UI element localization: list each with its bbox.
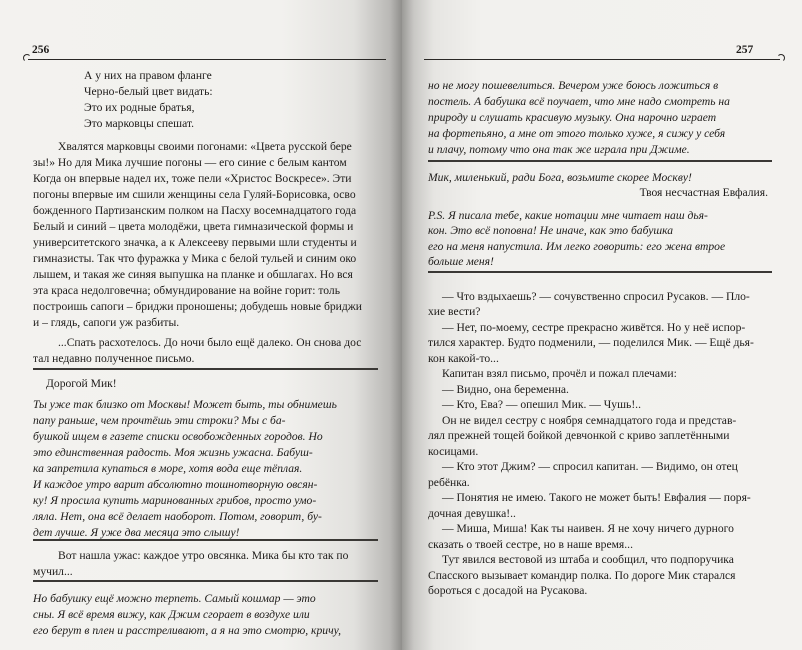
- dialogue-line: ребёнка.: [428, 476, 470, 489]
- letter-line: бушкой ищем в газете списки освобожденных городов. Но: [33, 430, 323, 443]
- right-page: [402, 0, 802, 650]
- text-line: Когда он впервые надел их, тоже пели «Христос Воскресе». Эти: [33, 172, 352, 185]
- dialogue-line: лял прежней тощей бойкой девчонкой с криво заплетёнными: [428, 429, 730, 442]
- dialogue-line: косицами.: [428, 445, 479, 458]
- text-line: Вот нашла ужас: каждое утро овсянка. Мика бы кто так по: [58, 549, 349, 562]
- dialogue-line: — Что вздыхаешь? — сочувственно спросил Русаков. — Пло-: [442, 290, 750, 303]
- letter-line: но не могу пошевелиться. Вечером уже боюсь ложиться в: [428, 79, 719, 92]
- dialogue-line: — Видно, она беременна.: [442, 383, 569, 396]
- dialogue-line: — Кто, Ева? — опешил Мик. — Чушь!..: [442, 398, 641, 411]
- dialogue-line: — Нет, по-моему, сестре прекрасно живётся. Но у неё испор-: [442, 321, 746, 334]
- letter-divider: [33, 580, 378, 582]
- letter-line: Ты уже так близко от Москвы! Может быть, ты обнимешь: [33, 398, 337, 411]
- poem-line: Это марковцы спешат.: [84, 117, 195, 130]
- dialogue-line: кон какой-то...: [428, 352, 499, 365]
- letter-line: ку! Я просила купить маринованных грибов, просто умо-: [33, 494, 317, 507]
- poem-line: А у них на правом фланге: [84, 69, 212, 82]
- ps-line: его на меня напустила. Им легко говорить: его жена втрое: [428, 240, 726, 253]
- text-line: гимназисты. Так что фуражка у Мика с белой тульей и синим око: [33, 252, 357, 265]
- letter-divider: [33, 539, 378, 541]
- text-line: построишь сапоги – бриджи проношены; добудешь новые бриджи: [33, 300, 362, 313]
- letter-plea: Мик, миленький, ради Бога, возьмите скорее Москву!: [428, 171, 692, 184]
- letter-line: дет лучше. Я уже два месяца это слышу!: [33, 526, 240, 539]
- text-line: мучил...: [33, 565, 73, 578]
- letter-line: Но бабушку ещё можно терпеть. Самый кошмар — это: [33, 592, 316, 605]
- dialogue-line: — Понятия не имею. Такого не может быть! Евфалия — поря-: [442, 491, 751, 504]
- dialogue-line: Тут явился вестовой из штаба и сообщил, что подпоручика: [442, 553, 734, 566]
- dialogue-line: — Миша, Миша! Как ты наивен. Я не хочу ничего дурного: [442, 522, 734, 535]
- dialogue-line: сказать о твоей сестре, но в наше время...: [428, 538, 633, 551]
- letter-line: ляла. Нет, она всё делает наоборот. Потом, говорит, бу-: [33, 510, 322, 523]
- letter-signature: Твоя несчастная Евфалия.: [639, 186, 768, 199]
- letter-line: И каждое утро варит абсолютно тошнотворную овсян-: [33, 478, 318, 491]
- dialogue-line: Капитан взял письмо, прочёл и пожал плечами:: [442, 367, 677, 380]
- letter-line: ка запретила купаться в море, хотя вода еще тёплая.: [33, 462, 303, 475]
- dialogue-line: дочная девушка!..: [428, 507, 516, 520]
- text-line: эта краса недолговечна; обмундирование на войне горит: толь: [33, 284, 341, 297]
- ps-line: больше меня!: [428, 255, 494, 268]
- letter-line: его берут в плен и расстреливают, а я на это смотрю, кричу,: [33, 624, 342, 637]
- letter-divider: [428, 160, 772, 162]
- dialogue-line: хие вести?: [428, 305, 481, 318]
- dialogue-line: — Кто этот Джим? — спросил капитан. — Видимо, он отец: [442, 460, 738, 473]
- dialogue-line: бороться с досадой на Русакова.: [428, 584, 588, 597]
- page-number-left: 256: [32, 44, 50, 56]
- dialogue-line: тился характер. Будто подменили, — поделился Мик. — Ещё дья-: [428, 336, 754, 349]
- letter-line: на фортепьяно, а мне от этого только хуже, я сижу у себя: [428, 127, 726, 140]
- text-line: тал недавно полученное письмо.: [33, 352, 195, 365]
- letter-divider: [33, 368, 378, 370]
- text-line: зы!» Но для Мика лучшие погоны — его синие с белым кантом: [33, 156, 347, 169]
- text-line: университетского значка, а к Алексееву первыми шли студенты и: [33, 236, 357, 249]
- poem-line: Черно-белый цвет видать:: [84, 85, 213, 98]
- dialogue-line: Он не видел сестру с ноября семнадцатого года и представ-: [442, 414, 737, 427]
- letter-line: и плачу, потому что она так же играла при Джиме.: [428, 143, 690, 156]
- letter-divider: [428, 271, 772, 273]
- text-line: Хвалятся марковцы своими погонами: «Цвета русской бере: [58, 140, 352, 153]
- header-rule-left: [28, 59, 386, 60]
- text-line: погоны впервые им сшили женщины села Гуляй-Борисовка, осво: [33, 188, 356, 201]
- letter-salutation: Дорогой Мик!: [46, 377, 117, 390]
- page-number-right: 257: [736, 44, 754, 56]
- poem-line: Это их родные братья,: [84, 101, 195, 114]
- text-line: и – глядь, сапоги уж разбиты.: [33, 316, 180, 329]
- header-rule-right: [424, 59, 780, 60]
- letter-line: папу раньше, чем прочтёшь эти строки? Мы с ба-: [33, 414, 286, 427]
- text-line: божденного Партизанским полком на Пасху восемнадцатого года: [33, 204, 357, 217]
- text-line: Белый и синий – цвета молодёжи, цвета гимназической формы и: [33, 220, 354, 233]
- text-line: лышем, и такая же синяя выпушка на планке и обшлагах. Но вся: [33, 268, 353, 281]
- letter-line: природу и слушать красивую музыку. Она нарочно играет: [428, 111, 717, 124]
- letter-line: это единственная радость. Моя жизнь ужасна. Бабуш-: [33, 446, 313, 459]
- letter-line: постель. А бабушка всё поучает, что мне надо смотреть на: [428, 95, 730, 108]
- text-line: ...Спать расхотелось. До ночи было ещё далеко. Он снова дос: [58, 336, 362, 349]
- ps-line: P.S. Я писала тебе, какие нотации мне читает наш дья-: [428, 209, 708, 222]
- ps-line: кон. Это всё поповна! Не иначе, как это бабушка: [428, 224, 674, 237]
- letter-line: сны. Я всё время вижу, как Джим сгорает в воздухе или: [33, 608, 310, 621]
- dialogue-line: Спасского вызывает командир полка. По дороге Мик старался: [428, 569, 736, 582]
